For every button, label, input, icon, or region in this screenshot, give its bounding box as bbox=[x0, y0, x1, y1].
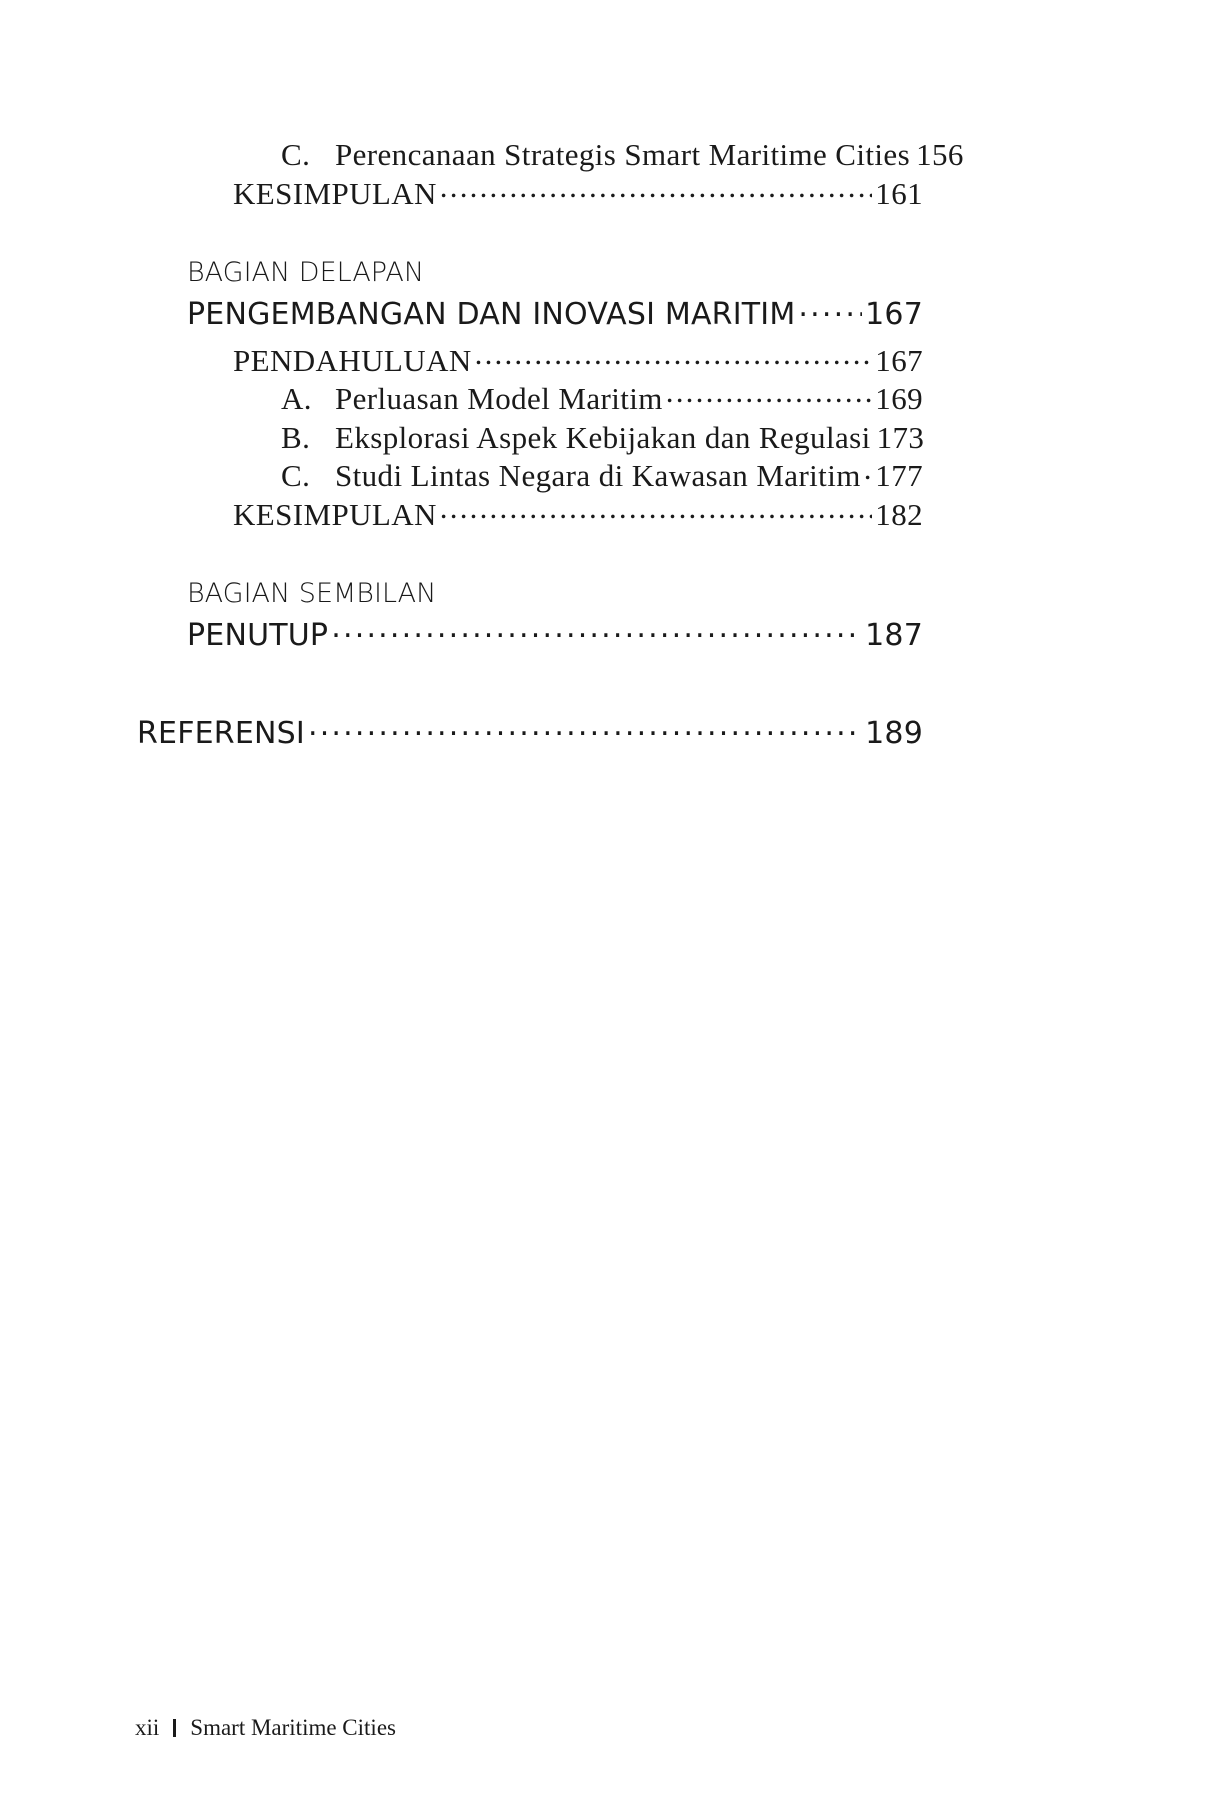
toc-entry-page: 161 bbox=[875, 176, 923, 211]
page-number: xii bbox=[135, 1715, 160, 1740]
footer-separator bbox=[173, 1719, 176, 1737]
part-label: BAGIAN SEMBILAN bbox=[187, 578, 437, 609]
part-page: 167 bbox=[865, 297, 923, 332]
toc-entry-letter: B. bbox=[281, 420, 311, 455]
toc-entry[interactable] bbox=[233, 340, 923, 379]
dot-leader bbox=[308, 713, 862, 743]
dot-leader bbox=[440, 494, 873, 525]
toc-entry-title: PENDAHULUAN bbox=[233, 343, 472, 378]
page-footer bbox=[135, 1715, 396, 1741]
toc-entry-page: 182 bbox=[875, 497, 923, 532]
toc-entry-page: 169 bbox=[875, 381, 923, 416]
dot-leader bbox=[798, 294, 862, 324]
running-title: Smart Maritime Cities bbox=[190, 1715, 396, 1740]
toc-entry-title: KESIMPULAN bbox=[233, 176, 437, 211]
toc-entry[interactable] bbox=[233, 494, 923, 533]
toc-part-heading[interactable] bbox=[187, 294, 923, 332]
toc-entry-title: Studi Lintas Negara di Kawasan Maritim bbox=[335, 458, 861, 493]
references-page: 189 bbox=[865, 716, 923, 751]
part-title: PENUTUP bbox=[187, 618, 329, 653]
toc-entry[interactable] bbox=[233, 173, 923, 212]
references-title: REFERENSI bbox=[137, 716, 305, 751]
toc-entry[interactable] bbox=[281, 455, 923, 494]
toc-entry-title: KESIMPULAN bbox=[233, 497, 437, 532]
toc-references-heading[interactable] bbox=[137, 713, 923, 751]
toc-entry-letter: C. bbox=[281, 137, 311, 172]
toc-entry-title: Perluasan Model Maritim bbox=[335, 381, 663, 416]
part-label: BAGIAN DELAPAN bbox=[187, 257, 425, 288]
toc-entry-title: Perencanaan Strategis Smart Maritime Cities bbox=[335, 137, 911, 172]
dot-leader bbox=[440, 173, 873, 204]
toc-entry-letter: C. bbox=[281, 458, 311, 493]
toc-entry[interactable] bbox=[281, 134, 964, 173]
toc-entry[interactable] bbox=[281, 417, 923, 456]
part-page: 187 bbox=[865, 618, 923, 653]
toc-entry-letter: A. bbox=[281, 381, 312, 416]
dot-leader bbox=[331, 615, 862, 645]
part-title: PENGEMBANGAN DAN INOVASI MARITIM bbox=[187, 297, 796, 332]
toc-entry-title: Eksplorasi Aspek Kebijakan dan Regulasi bbox=[335, 420, 871, 455]
dot-leader bbox=[864, 455, 873, 486]
toc-entry[interactable] bbox=[281, 378, 923, 417]
toc-part-heading[interactable] bbox=[187, 615, 923, 653]
dot-leader bbox=[666, 378, 873, 409]
toc-entry-page: 156 bbox=[916, 137, 964, 172]
dot-leader bbox=[475, 340, 873, 371]
toc-entry-page: 177 bbox=[875, 458, 923, 493]
toc-entry-page: 173 bbox=[876, 420, 925, 455]
toc-entry-page: 167 bbox=[875, 343, 923, 378]
